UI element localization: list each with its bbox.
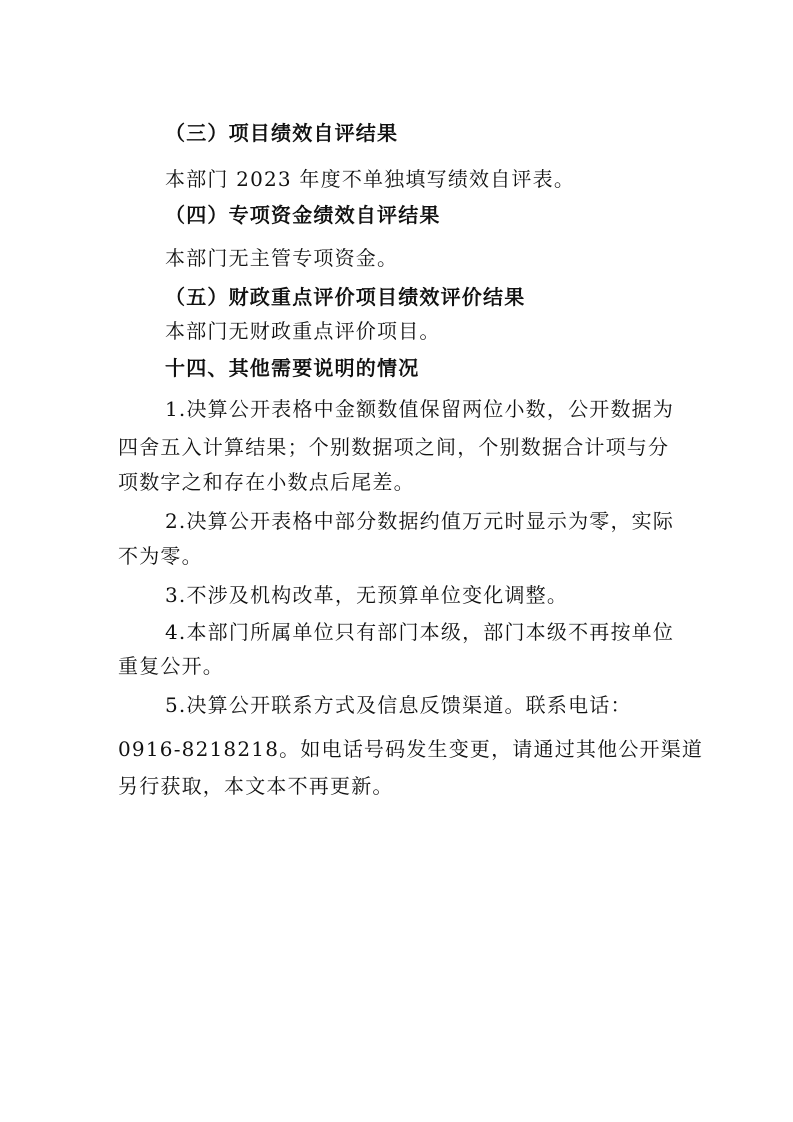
note-5-line-3: 另行获取，本文本不再更新。 bbox=[118, 774, 394, 798]
section-3-heading: （三）项目绩效自评结果 bbox=[165, 121, 399, 145]
section-14-heading: 十四、其他需要说明的情况 bbox=[165, 356, 420, 380]
note-1-line-3: 项数字之和存在小数点后尾差。 bbox=[118, 470, 415, 494]
note-1-line-1: 1.决算公开表格中金额数值保留两位小数，公开数据为 bbox=[165, 397, 675, 421]
note-4-line-2: 重复公开。 bbox=[118, 654, 224, 678]
note-5-line-2: 0916-8218218。如电话号码发生变更，请通过其他公开渠道 bbox=[118, 737, 704, 761]
note-2-line-2: 不为零。 bbox=[118, 544, 203, 568]
section-4-heading: （四）专项资金绩效自评结果 bbox=[165, 203, 441, 227]
section-5-heading: （五）财政重点评价项目绩效评价结果 bbox=[165, 285, 526, 309]
section-5-body: 本部门无财政重点评价项目。 bbox=[165, 319, 441, 343]
note-1-line-2: 四舍五入计算结果；个别数据项之间，个别数据合计项与分 bbox=[118, 435, 670, 459]
section-3-body: 本部门 2023 年度不单独填写绩效自评表。 bbox=[165, 167, 576, 191]
section-4-body: 本部门无主管专项资金。 bbox=[165, 246, 399, 270]
note-5-line-1: 5.决算公开联系方式及信息反馈渠道。联系电话： bbox=[165, 693, 632, 717]
note-3-line-1: 3.不涉及机构改革，无预算单位变化调整。 bbox=[165, 583, 569, 607]
note-2-line-1: 2.决算公开表格中部分数据约值万元时显示为零，实际 bbox=[165, 509, 675, 533]
note-4-line-1: 4.本部门所属单位只有部门本级，部门本级不再按单位 bbox=[165, 620, 675, 644]
